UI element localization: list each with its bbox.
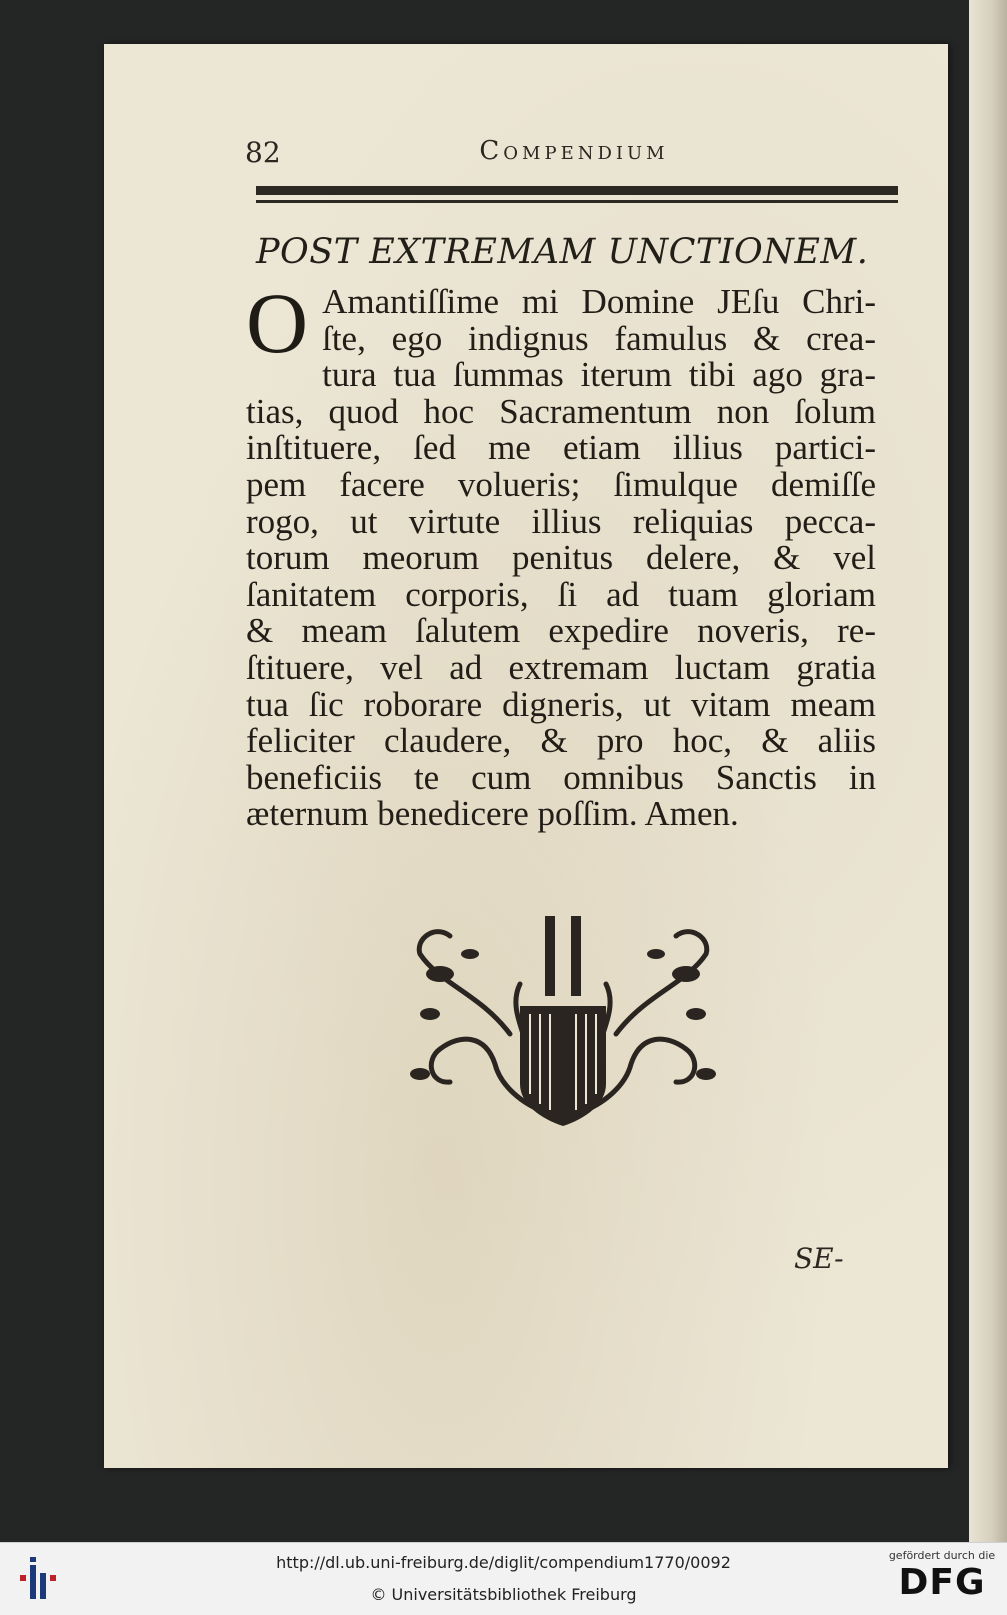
next-page-edge xyxy=(969,0,1007,1542)
dfg-caption: gefördert durch die xyxy=(888,1549,996,1562)
copyright-notice: © Universitätsbibliothek Freiburg xyxy=(370,1585,637,1604)
dfg-funding-badge xyxy=(887,1549,997,1611)
header-rule-thick xyxy=(256,186,898,195)
text-line: ſte, ego indignus famulus & crea- xyxy=(322,318,876,358)
text-line: tura tua ſummas iterum tibi ago gra- xyxy=(322,355,876,395)
book-page xyxy=(104,44,948,1468)
text-line: ſtituere, vel ad extremam luctam gratia xyxy=(246,647,876,687)
running-head: Compendium xyxy=(479,136,669,166)
text-line: æternum benedicere poſſim. Amen. xyxy=(246,794,739,834)
text-line: pem facere volueris; ſimulque demiſſe xyxy=(246,464,876,504)
header-rule-thin xyxy=(256,200,898,203)
permalink-url[interactable]: http://dl.ub.uni-freiburg.de/diglit/compendium1770/0092 xyxy=(276,1553,731,1572)
section-title: POST EXTREMAM UNCTIONEM. xyxy=(256,232,869,272)
page-number: 82 xyxy=(245,136,281,169)
text-line: rogo, ut virtute illius reliquias pecca- xyxy=(246,501,876,541)
text-line: tias, quod hoc Sacramentum non ſolum xyxy=(246,391,876,431)
catchword: SE- xyxy=(794,1242,844,1275)
decorative-vignette-ornament xyxy=(400,914,726,1134)
text-line: & meam ſalutem expedire noveris, re- xyxy=(246,611,876,651)
drop-cap: O xyxy=(246,275,309,371)
text-line: Amantiſſime mi Domine JEſu Chri- xyxy=(322,282,876,321)
viewer-footer xyxy=(0,1542,1007,1615)
text-line: tua ſic roborare digneris, ut vitam meam xyxy=(246,684,876,724)
dfg-logo: DFG xyxy=(898,1562,986,1603)
text-line: torum meorum penitus delere, & vel xyxy=(246,538,876,578)
text-line: beneficiis te cum omnibus Sanctis in xyxy=(246,757,876,797)
text-line: ſanitatem corporis, ſi ad tuam gloriam xyxy=(246,574,876,614)
text-line: inſtituere, ſed me etiam illius partici- xyxy=(246,428,876,468)
text-line: feliciter claudere, & pro hoc, & aliis xyxy=(246,721,876,761)
prayer-text xyxy=(246,275,876,834)
